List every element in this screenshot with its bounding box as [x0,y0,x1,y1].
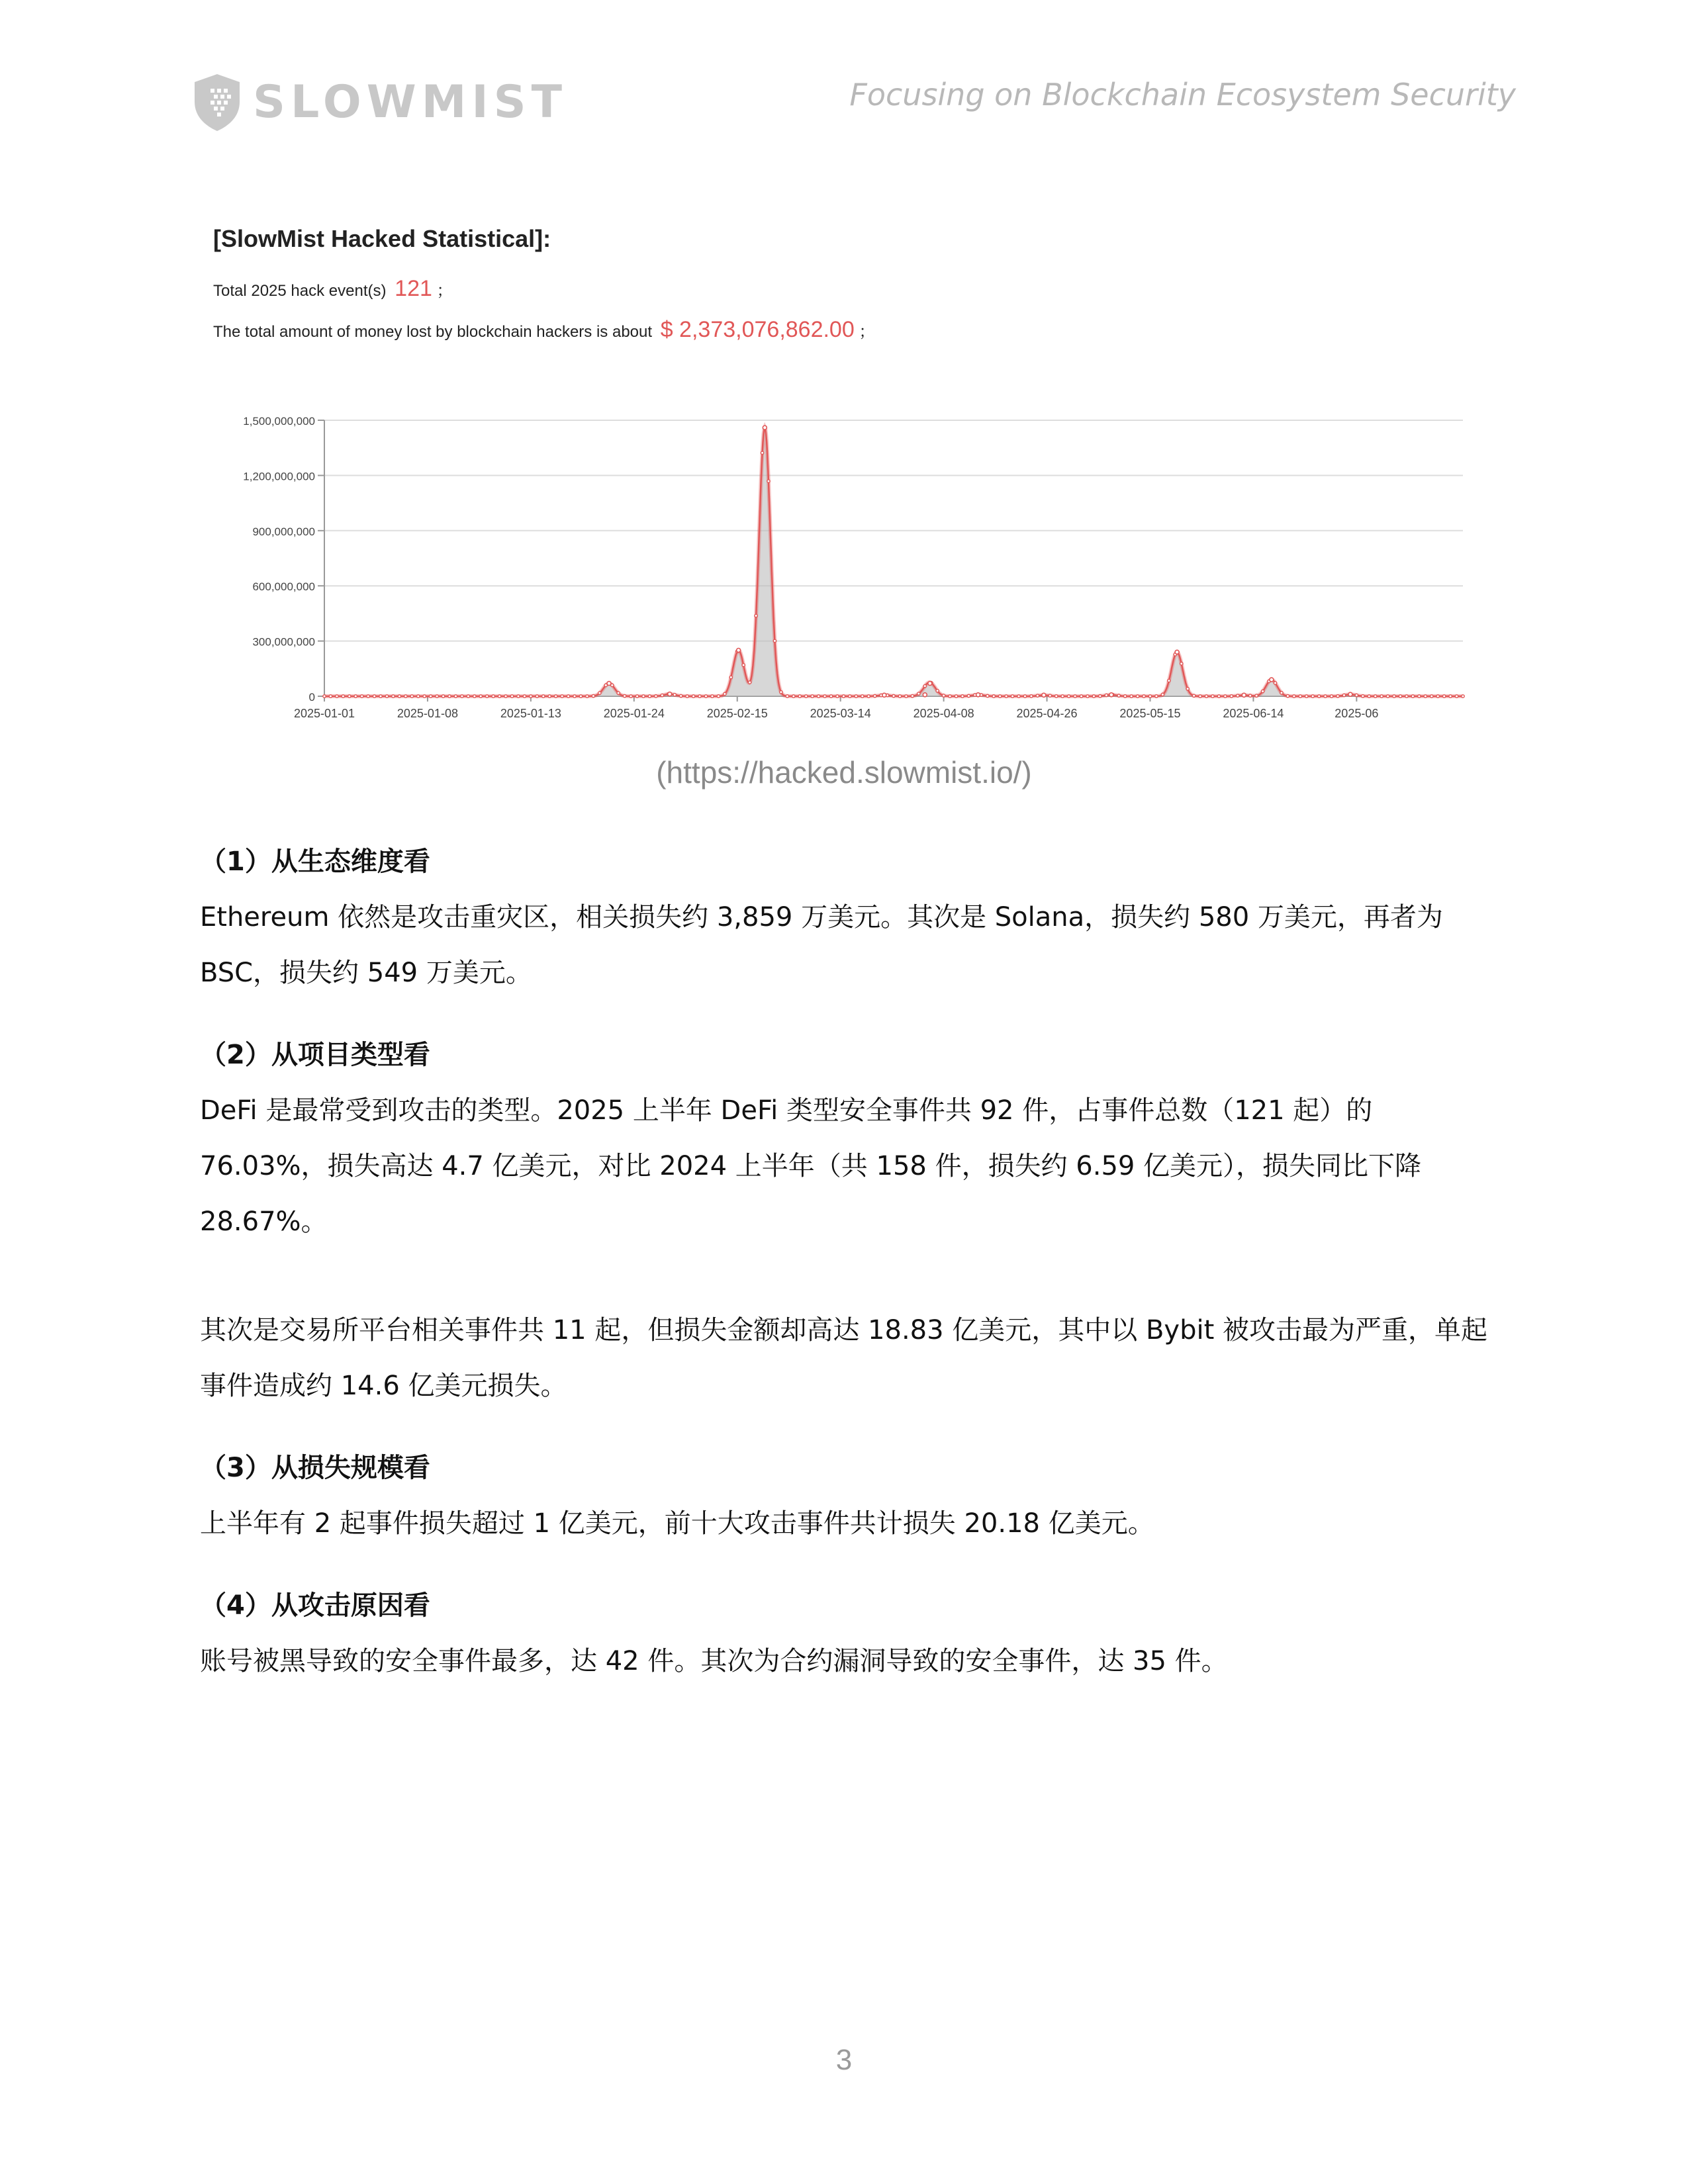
data-point [992,695,995,698]
data-point [392,695,395,698]
events-value: 121 [395,276,432,301]
data-point [1055,695,1058,698]
data-point [1324,695,1327,698]
data-point [454,695,457,698]
data-point [536,695,538,698]
data-point [1099,694,1102,697]
data-point [1023,695,1026,698]
peak-point [607,682,611,686]
data-point [1105,694,1107,696]
data-point [436,695,438,698]
data-point [1368,695,1370,698]
data-point [1036,694,1039,697]
peak-point [1109,693,1113,697]
stats-title: [SlowMist Hacked Statistical]: [213,225,551,252]
data-point [923,684,926,687]
data-point [949,695,951,698]
data-point [942,694,945,697]
data-point [1237,694,1239,697]
data-point [1248,694,1251,697]
data-point [1261,690,1264,692]
money-line [213,316,1471,343]
data-point [817,695,820,698]
data-point [1117,694,1120,697]
y-tick-label: 600,000,000 [252,580,315,594]
data-point [336,695,338,698]
data-point [986,694,989,697]
data-point [717,695,720,698]
data-point [567,695,569,698]
data-point [486,695,489,698]
data-point [398,695,400,698]
data-point [530,695,532,698]
data-point [1074,695,1076,698]
paragraph: 上半年有 2 起事件损失超过 1 亿美元，前十大攻击事件共计损失 20.18 亿美元。 [200,1508,1154,1539]
data-point [842,695,845,698]
data-point [498,695,500,698]
data-point [598,692,601,694]
x-tick-label: 2025-06-14 [1223,707,1284,720]
x-tick-label: 2025-05-15 [1119,707,1181,720]
data-point [724,692,726,695]
data-point [1192,694,1195,697]
data-point [361,695,363,698]
data-point [354,695,357,698]
x-tick-label: 2025-04-08 [913,707,974,720]
data-point [592,694,594,697]
section-heading: （1）从生态维度看 [200,846,430,877]
data-point [1274,682,1276,684]
x-tick-label: 2025-01-13 [500,707,561,720]
data-point [917,692,920,695]
section-heading: （4）从攻击原因看 [200,1590,430,1621]
data-point [385,695,388,698]
data-point [967,694,970,697]
data-point [955,695,957,698]
data-point [780,691,782,694]
logo-text: SLOWMIST [253,75,568,128]
data-point [998,695,1001,698]
article-body [200,834,1497,1689]
y-tick-label: 1,200,000,000 [243,470,315,483]
data-point [348,695,351,698]
header-tagline: Focusing on Blockchain Ecosystem Security [849,77,1516,113]
data-point [1311,695,1314,698]
x-tick-label: 2025-04-26 [1016,707,1078,720]
data-point [561,695,563,698]
peak-point [668,692,672,696]
data-point [542,695,545,698]
data-point [892,694,895,697]
peak-point [1348,692,1352,696]
data-point [1462,695,1464,698]
data-point [698,695,701,698]
chart-svg [212,397,1483,728]
data-point [1336,695,1339,698]
data-point [1430,695,1433,698]
data-point [579,695,582,698]
data-point [410,695,413,698]
data-point [742,664,745,666]
paragraph: Ethereum 依然是攻击重灾区，相关损失约 3,859 万美元。其次是 Solana，损失约 580 万美元，再者为 BSC，损失约 549 万美元。 [200,902,1443,988]
peak-point [1270,678,1274,682]
x-tick-label: 2025-03-14 [810,707,871,720]
data-point [704,695,707,698]
data-point [686,695,688,698]
data-point [1199,695,1201,698]
section-heading: （3）从损失规模看 [200,1453,430,1483]
data-point [1067,695,1070,698]
x-tick-label: 2025-01-08 [397,707,458,720]
data-point [1424,695,1427,698]
y-tick-label: 0 [308,691,315,704]
data-point [1092,695,1095,698]
data-point [1455,695,1458,698]
data-point [1362,695,1364,698]
money-value: $ 2,373,076,862.00 [660,317,855,342]
data-point [1155,695,1158,698]
data-point [467,695,469,698]
data-point [867,695,870,698]
data-point [1143,695,1145,698]
data-point [767,480,770,482]
data-point [823,695,826,698]
data-point [792,695,795,698]
data-point [342,695,344,698]
data-point [1149,695,1151,698]
data-point [849,695,851,698]
x-tick-label: 2025-06 [1335,707,1379,720]
data-point [1136,695,1139,698]
data-point [1230,695,1233,698]
data-point [1355,694,1358,696]
slowmist-logo [191,69,567,135]
data-point [1393,695,1395,698]
data-point [417,695,420,698]
data-point [642,695,645,698]
data-point [1305,695,1308,698]
data-point [1211,695,1214,698]
paragraph: DeFi 是最常受到攻击的类型。2025 上半年 DeFi 类型安全事件共 92 件，占事件总数（121 起）的 76.03%，损失高达 4.7 亿美元，对比 2024 上半年（共 158 件，损失约 6.59 亿美元），损失同比下降 28.67%。 [200,1095,1422,1237]
data-point [1380,695,1383,698]
data-point [1205,695,1207,698]
data-point [661,694,663,696]
peak-point [923,693,927,697]
data-point [1280,692,1283,694]
data-point [1130,695,1133,698]
data-point [804,695,807,698]
page-number: 3 [835,2044,853,2076]
x-tick-label: 2025-02-15 [706,707,768,720]
data-point [1286,694,1289,697]
y-tick-label: 1,500,000,000 [243,415,315,428]
data-point [635,695,638,698]
data-point [1186,688,1189,690]
data-point [329,695,332,698]
data-point [711,695,714,698]
data-point [1168,679,1170,682]
data-point [617,692,620,694]
data-point [905,695,908,698]
data-point [836,695,839,698]
data-point [473,695,476,698]
data-point [1405,695,1408,698]
x-tick-label: 2025-01-01 [293,707,355,720]
data-point [423,695,426,698]
peak-point [976,693,980,697]
peak-point [882,693,886,697]
data-point [1317,695,1320,698]
data-point [1399,695,1401,698]
data-point [786,695,788,698]
data-point [773,639,776,642]
section-heading: （2）从项目类型看 [200,1040,430,1070]
data-point [1080,695,1082,698]
data-point [461,695,463,698]
hack-loss-chart [212,397,1483,728]
data-point [1330,695,1333,698]
money-prefix: The total amount of money lost by blockchain hackers is about [213,323,653,341]
data-point [1161,693,1164,696]
data-point [679,694,682,697]
data-point [479,695,482,698]
paragraph: 账号被黑导致的安全事件最多，达 42 件。其次为合约漏洞导致的安全事件，达 35 件。 [200,1646,1228,1676]
peak-point [763,426,767,430]
data-point [1049,694,1051,697]
peak-point [737,649,741,653]
data-point [517,695,520,698]
data-point [673,694,676,696]
data-point [1436,695,1439,698]
data-point [1030,695,1033,698]
data-point [811,695,814,698]
events-suffix: ； [436,282,453,300]
data-point [504,695,507,698]
data-point [1449,695,1452,698]
paragraph: 其次是交易所平台相关事件共 11 起，但损失金额却高达 18.83 亿美元，其中以 Bybit 被攻击最为严重，单起事件造成约 14.6 亿美元损失。 [200,1315,1487,1401]
data-point [1293,695,1295,698]
data-point [1011,695,1013,698]
data-point [911,694,914,697]
data-point [379,695,382,698]
events-prefix: Total 2025 hack event(s) [213,282,387,300]
y-tick-label: 300,000,000 [252,635,315,649]
data-point [1418,695,1421,698]
data-point [323,695,326,698]
data-point [961,695,964,698]
data-point [873,694,876,697]
data-point [1411,695,1414,698]
data-point [692,695,694,698]
data-point [729,676,732,678]
data-point [1374,695,1376,698]
peak-point [1175,650,1179,654]
data-point [367,695,369,698]
data-point [1005,695,1008,698]
data-point [936,690,939,692]
series-line [324,428,1463,696]
page-header [0,0,1688,159]
data-point [1224,695,1227,698]
data-point [1255,694,1258,697]
data-point [761,451,763,454]
data-point [630,695,632,698]
hacked-stats [213,225,1471,357]
data-point [1017,695,1020,698]
data-point [1342,694,1345,696]
data-point [404,695,407,698]
y-tick-label: 900,000,000 [252,525,315,538]
peak-point [1242,693,1246,697]
data-point [448,695,451,698]
data-point [755,614,757,617]
data-point [623,694,626,697]
data-point [573,695,576,698]
data-point [548,695,551,698]
data-point [442,695,444,698]
data-point [829,695,832,698]
source-link[interactable]: (https://hacked.slowmist.io/) [656,755,1032,790]
data-point [798,695,801,698]
data-point [855,695,857,698]
data-point [1217,695,1220,698]
data-point [1442,695,1445,698]
data-point [1061,695,1064,698]
money-suffix: ； [859,323,875,341]
events-line [213,275,1471,302]
data-point [655,695,657,698]
data-point [523,695,526,698]
data-point [1386,695,1389,698]
series-glow [324,428,1463,696]
series-area [324,428,1463,696]
data-point [586,695,588,698]
data-point [1180,662,1183,664]
data-point [1086,695,1089,698]
data-point [1123,695,1126,698]
data-point [648,695,651,698]
x-tick-label: 2025-01-24 [603,707,665,720]
data-point [748,681,751,684]
peak-point [1042,693,1046,697]
data-point [554,695,557,698]
shield-icon [191,71,244,132]
data-point [1299,695,1301,698]
data-point [492,695,494,698]
peak-point [928,682,932,686]
data-point [861,695,864,698]
data-point [898,695,901,698]
data-point [510,695,513,698]
data-point [429,695,432,698]
data-point [373,695,375,698]
